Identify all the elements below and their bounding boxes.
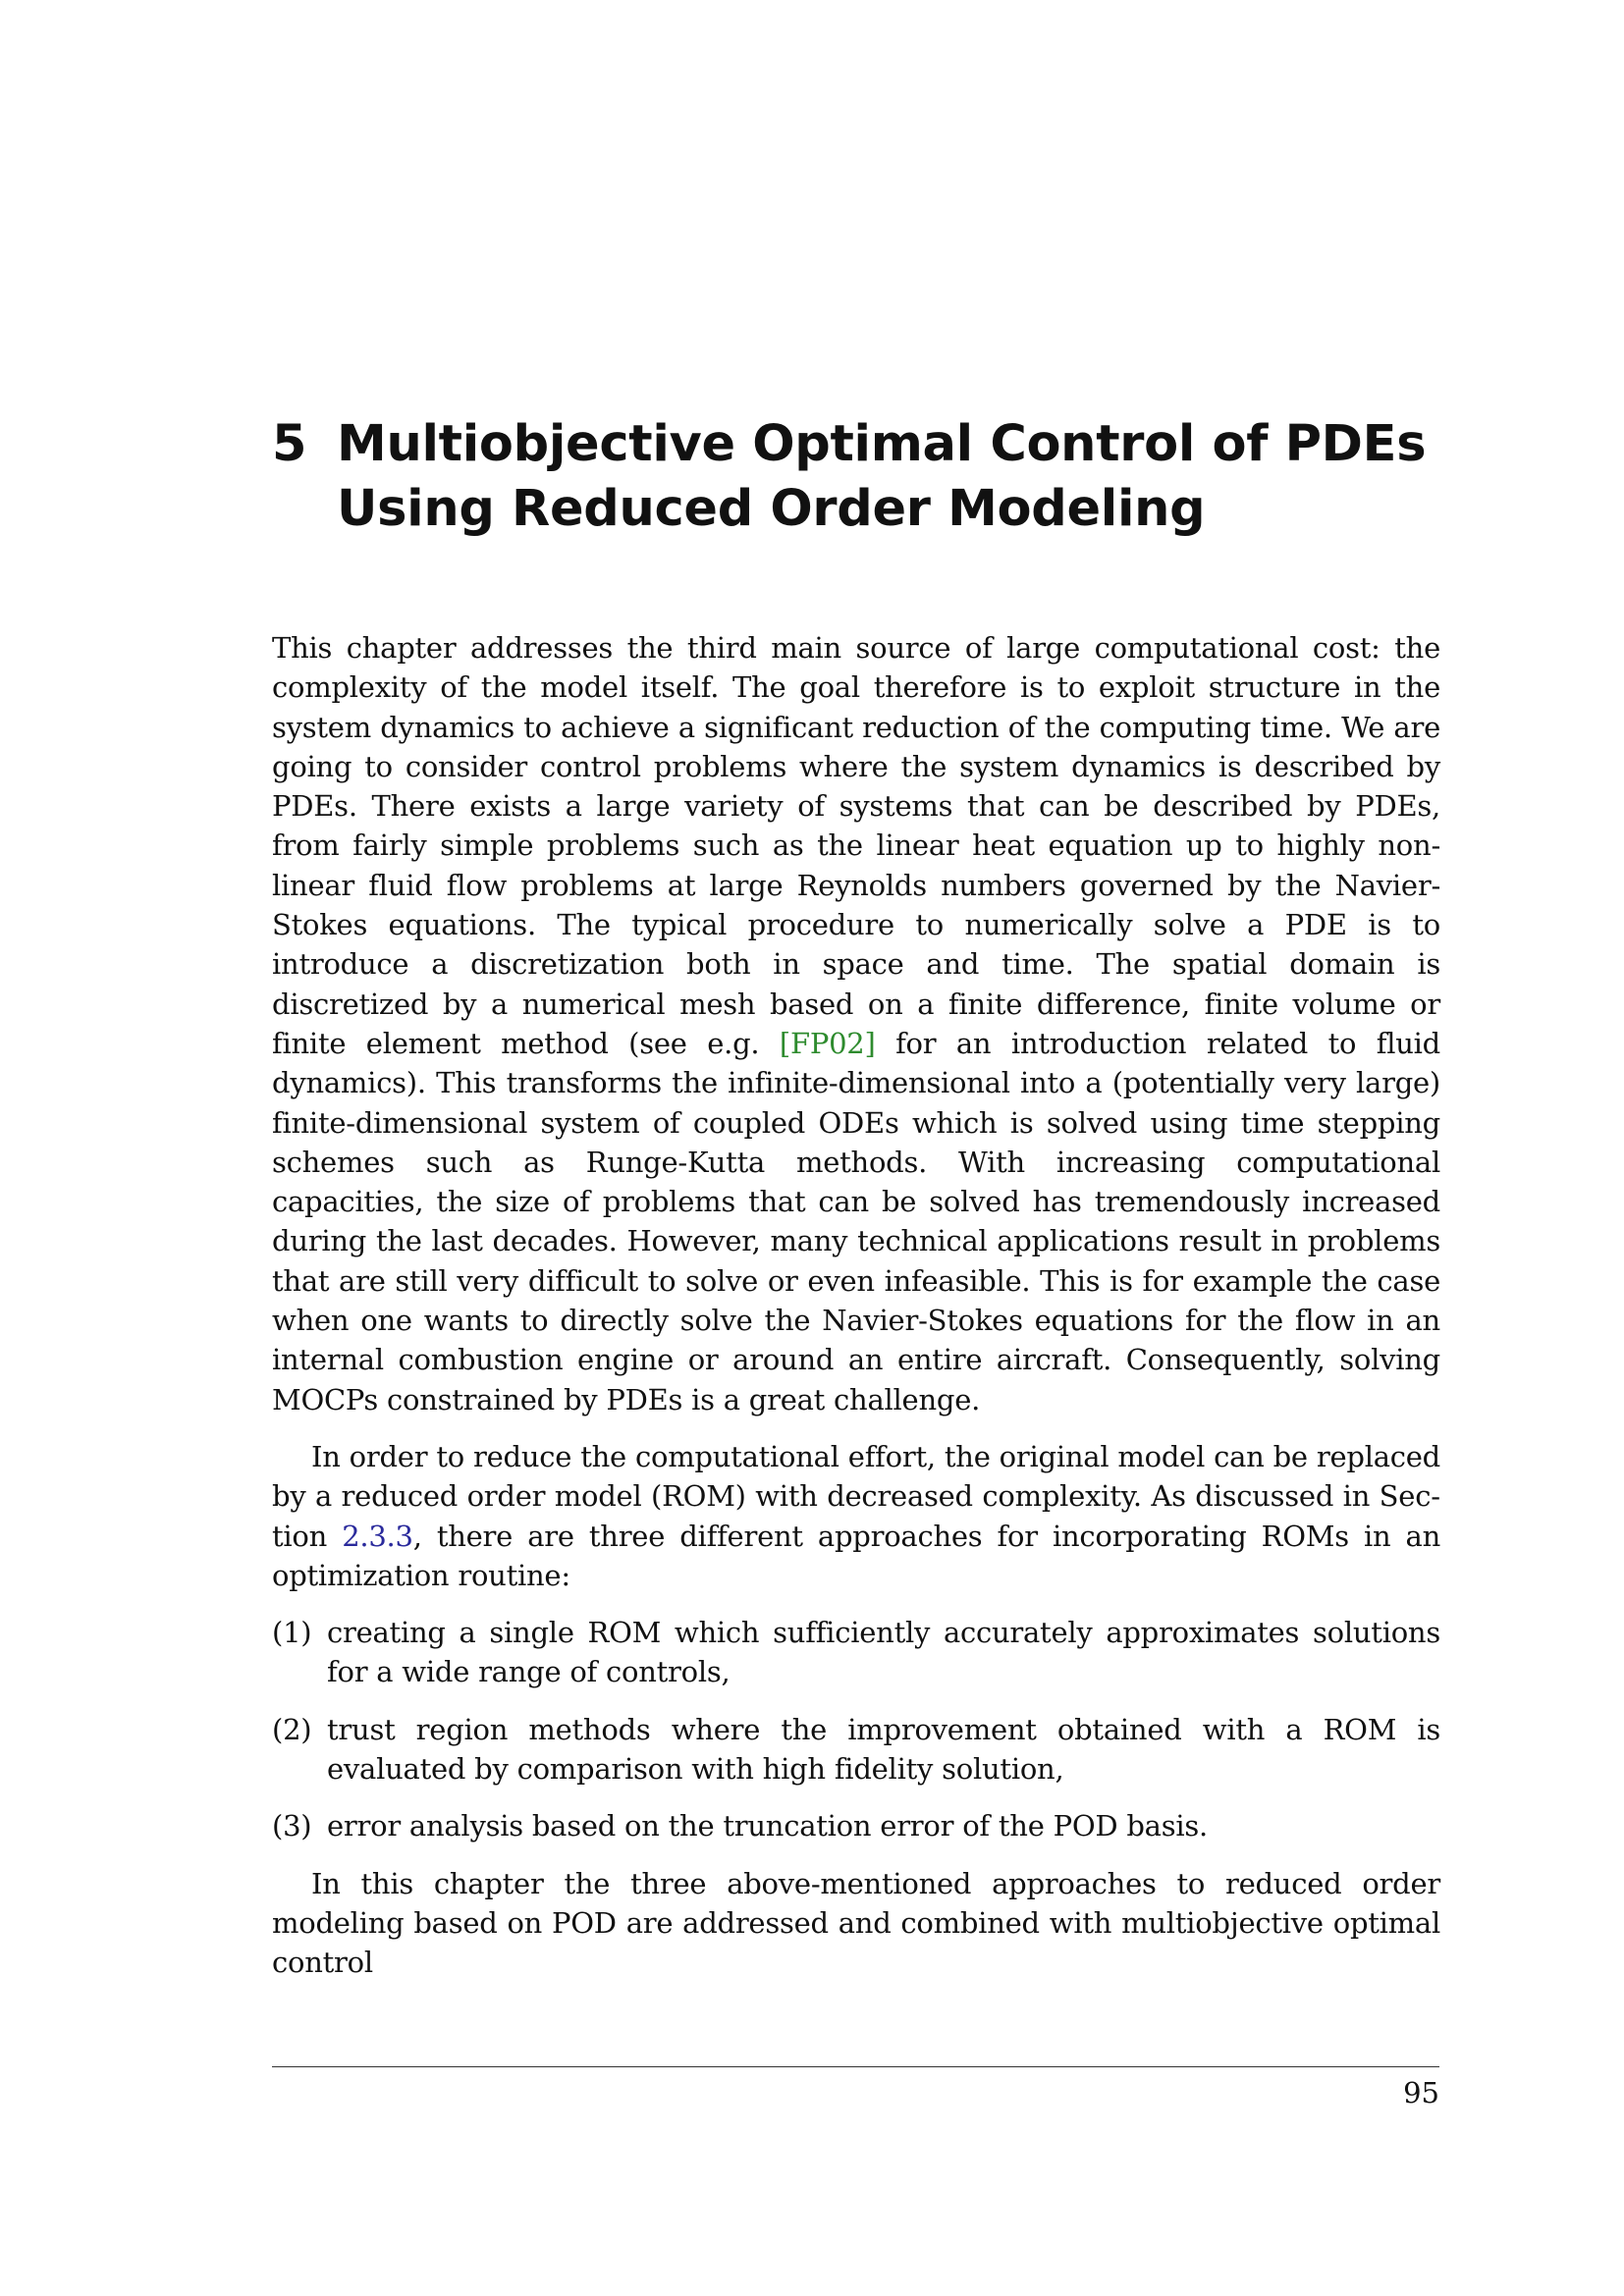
chapter-title-line-1: Multiobjective Optimal Control of PDEs bbox=[337, 415, 1427, 473]
paragraph-rom bbox=[272, 1437, 1440, 1595]
citation-link-fp02[interactable]: [FP02] bbox=[779, 1026, 876, 1060]
list-item-label: (1) bbox=[272, 1616, 312, 1650]
section-link-2-3-3[interactable]: 2.3.3 bbox=[342, 1519, 413, 1553]
paragraph-rom-text-b: , there are three different approaches for incorporating ROMs in an optimization routine: bbox=[272, 1519, 1440, 1592]
paragraph-rom-text-a: In order to reduce the computational effort, the original model can be replaced by a reduced order model (ROM) with decreased complexity. As discussed in Section bbox=[272, 1439, 1440, 1553]
list-item-text: trust region methods where the improvement obtained with a ROM is evaluated by comparison with high fidelity solution, bbox=[327, 1712, 1440, 1787]
chapter-heading bbox=[272, 412, 1450, 542]
chapter-title-line-2: Using Reduced Order Modeling bbox=[337, 480, 1206, 538]
list-item bbox=[272, 1613, 1440, 1692]
list-item-text: creating a single ROM which sufficiently accurately approximates solutions for a wide range of controls, bbox=[327, 1616, 1440, 1689]
chapter-title bbox=[337, 412, 1450, 542]
chapter-number: 5 bbox=[272, 415, 307, 473]
page-number: 95 bbox=[1403, 2076, 1439, 2109]
list-item bbox=[272, 1806, 1440, 1845]
list-item-label: (2) bbox=[272, 1712, 312, 1746]
paragraph-intro-text-b: for an introduction related to fluid dynamics). This transforms the infinite-dimensional into a (potentially very large) finite-dimensional system of coupled ODEs which is solved using time stepping schemes such as Runge-Kutta methods. With increasing computational capacities, the size of problems that can be solved has tremendously increased during the last decades. However, many technical applications result in problems that are still very difficult to solve or even infeasible. This is for example the case when one wants to directly solve the Navier-Stokes equations for the flow in an internal combustion engine or around an entire aircraft. Consequently, solving MOCPs constrained by PDEs is a great challenge. bbox=[272, 1026, 1440, 1416]
footer-rule bbox=[272, 2066, 1439, 2067]
paragraph-chapter-overview: In this chapter the three above-mentioned approaches to reduced order modeling based on POD are addressed and combined with multiobjective optimal control bbox=[272, 1866, 1440, 1980]
paragraph-intro bbox=[272, 628, 1440, 1419]
list-item-text: error analysis based on the truncation error of the POD basis. bbox=[327, 1809, 1208, 1843]
list-item bbox=[272, 1710, 1440, 1789]
body-text bbox=[272, 628, 1440, 2001]
list-item-label: (3) bbox=[272, 1809, 312, 1843]
paragraph-intro-text-a: This chapter addresses the third main source of large computational cost: the complexity of the model itself. The goal therefore is to exploit structure in the system dynamics to achieve a significant reduction of the computing time. We are going to consider control problems where the system dynamics is described by PDEs. There exists a large variety of systems that can be described by PDEs, from fairly simple problems such as the linear heat equation up to highly non-linear fluid flow problems at large Reynolds numbers governed by the Navier-Stokes equations. The typical procedure to numerically solve a PDE is to introduce a discretization both in space and time. The spatial domain is discretized by a numerical mesh based on a finite difference, finite volume or finite element method (see e.g. bbox=[272, 631, 1440, 1060]
approaches-list bbox=[272, 1613, 1440, 1845]
